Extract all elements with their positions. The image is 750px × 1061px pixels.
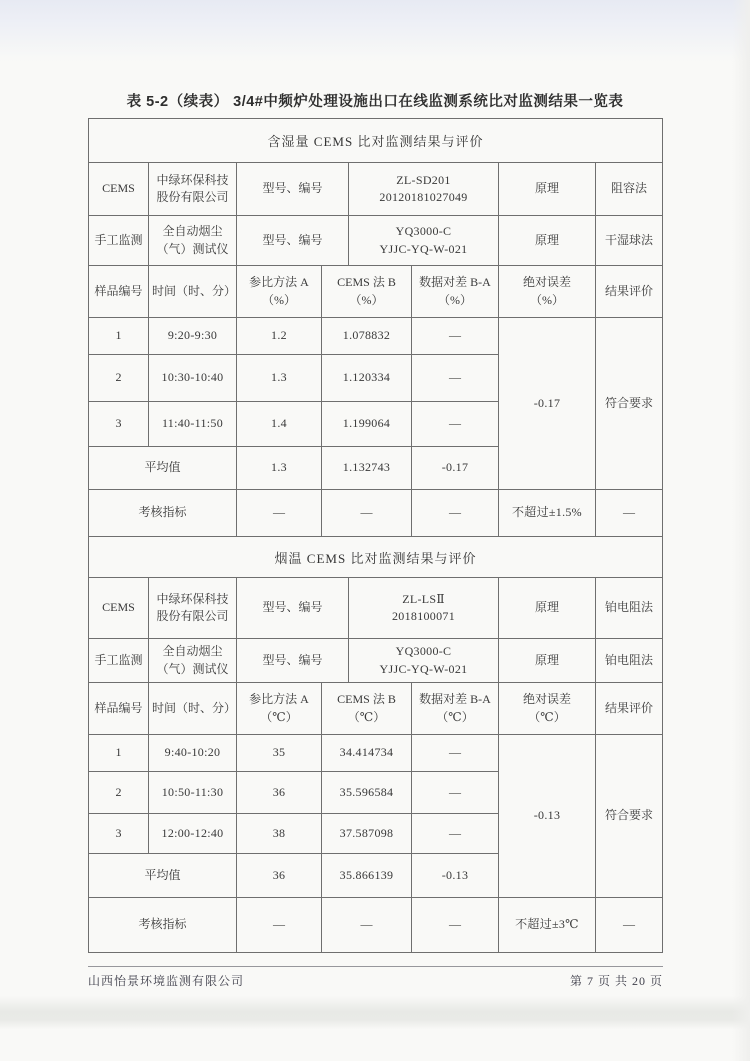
scan-shadow-right	[732, 0, 750, 1061]
footer-page-number: 第 7 页 共 20 页	[569, 974, 663, 988]
assessment-ref-cell: —	[237, 898, 322, 952]
footer-divider	[88, 966, 663, 967]
model-serial-cell	[349, 578, 499, 638]
col-unit: （%）	[349, 292, 384, 307]
col-unit: （%）	[530, 292, 564, 307]
page-footer	[88, 972, 663, 989]
principle-label-cell: 原理	[499, 578, 596, 638]
col-diff	[412, 683, 499, 734]
sample-row	[89, 318, 498, 355]
sample-row	[89, 355, 498, 402]
col-time: 时间（时、分）	[149, 266, 237, 317]
col-unit: （℃）	[347, 709, 386, 724]
col-cems-b	[322, 683, 412, 734]
col-unit: （%）	[438, 292, 472, 307]
col-label: CEMS 法 B	[337, 692, 396, 707]
principle-value-cell: 铂电阻法	[604, 652, 653, 667]
assessment-diff-cell: —	[412, 898, 499, 952]
page-title: 表 5-2（续表） 3/4#中频炉处理设施出口在线监测系统比对监测结果一览表	[126, 94, 624, 110]
diff-cell: —	[449, 370, 461, 385]
merged-abs-error-cell: -0.17	[499, 318, 596, 489]
col-unit: （℃）	[436, 709, 474, 724]
principle-label-cell: 原理	[499, 216, 596, 265]
sample-row	[89, 814, 498, 854]
model-value: YQ3000-C	[395, 224, 452, 239]
average-ref-cell: 1.3	[237, 447, 322, 489]
section2-column-header-row	[89, 683, 662, 735]
scan-shadow-bottom	[0, 996, 750, 1030]
cems-cell: 34.414734	[322, 735, 412, 771]
section2-manual-device-row	[89, 639, 662, 683]
cems-cell: 37.587098	[322, 814, 412, 853]
time-cell: 12:00-12:40	[149, 814, 237, 853]
sample-no-cell: 2	[89, 772, 149, 813]
average-row	[89, 854, 498, 897]
principle-value-cell: 阻容法	[610, 181, 647, 196]
model-value: ZL-SD201	[396, 172, 451, 187]
merged-abs-error-cell: -0.13	[499, 735, 596, 897]
manual-label-cell: 手工监测	[89, 639, 149, 682]
assessment-limit-cell: 不超过±1.5%	[499, 490, 596, 536]
section1-header: 含湿量 CEMS 比对监测结果与评价	[89, 119, 662, 163]
assessment-evaluation-cell: —	[623, 917, 635, 932]
average-diff-cell: -0.17	[441, 460, 469, 475]
device-name-cell: 全自动烟尘（气）测试仪	[149, 216, 237, 265]
assessment-evaluation-cell: —	[623, 505, 635, 520]
average-label-cell: 平均值	[89, 854, 237, 897]
section1-manual-device-row	[89, 216, 662, 266]
time-cell: 11:40-11:50	[149, 402, 237, 446]
sample-row	[89, 402, 498, 447]
model-serial-cell	[349, 163, 499, 215]
col-label: 绝对误差	[522, 275, 571, 290]
ref-cell: 1.4	[237, 402, 322, 446]
serial-value: 2018100071	[392, 609, 455, 623]
serial-value: YJJC-YQ-W-021	[379, 661, 468, 676]
serial-value: YJJC-YQ-W-021	[379, 241, 468, 256]
time-cell: 9:20-9:30	[149, 318, 237, 354]
col-abs-error	[499, 683, 596, 734]
model-value: ZL-LSⅡ	[402, 591, 445, 606]
vendor-cell: 中绿环保科技股份有限公司	[149, 578, 237, 638]
sample-row	[89, 772, 498, 814]
assessment-diff-cell: —	[412, 490, 499, 536]
col-label: 数据对差 B-A	[419, 692, 491, 707]
assessment-label-cell: 考核指标	[89, 490, 237, 536]
col-sample-no: 样品编号	[89, 683, 149, 734]
section1-assessment-row	[89, 490, 662, 537]
col-label: 绝对误差	[522, 692, 571, 707]
cems-label-cell: CEMS	[89, 578, 149, 638]
sample-no-cell: 3	[89, 814, 149, 853]
col-ref-method	[237, 266, 322, 317]
col-label: CEMS 法 B	[337, 275, 396, 290]
serial-value: 20120181027049	[379, 190, 468, 204]
sample-no-cell: 1	[89, 318, 149, 354]
col-unit: （℃）	[260, 709, 298, 724]
col-sample-no: 样品编号	[89, 266, 149, 317]
time-cell: 10:30-10:40	[149, 355, 237, 401]
model-serial-cell	[349, 216, 499, 265]
average-ref-cell: 36	[237, 854, 322, 897]
col-evaluation: 结果评价	[604, 700, 653, 715]
col-unit: （℃）	[528, 709, 566, 724]
col-label: 参比方法 A	[249, 275, 309, 290]
comparison-table	[88, 118, 663, 953]
col-cems-b	[322, 266, 412, 317]
ref-cell: 1.3	[237, 355, 322, 401]
diff-cell: —	[449, 328, 461, 343]
section2-assessment-row	[89, 898, 662, 952]
section1-samples-block	[89, 318, 662, 490]
average-row	[89, 447, 498, 489]
assessment-limit-cell: 不超过±3℃	[499, 898, 596, 952]
diff-cell: —	[449, 784, 461, 799]
col-evaluation: 结果评价	[604, 283, 653, 298]
section1-cems-device-row	[89, 163, 662, 216]
diff-cell: —	[449, 745, 461, 760]
assessment-cems-cell: —	[322, 490, 412, 536]
principle-value-cell: 铂电阻法	[604, 600, 653, 615]
diff-cell: —	[449, 416, 461, 431]
section1-column-header-row	[89, 266, 662, 318]
model-serial-cell	[349, 639, 499, 682]
principle-label-cell: 原理	[499, 639, 596, 682]
average-label-cell: 平均值	[89, 447, 237, 489]
time-cell: 9:40-10:20	[149, 735, 237, 771]
ref-cell: 38	[237, 814, 322, 853]
col-label: 参比方法 A	[249, 692, 309, 707]
ref-cell: 1.2	[237, 318, 322, 354]
col-unit: （%）	[262, 292, 296, 307]
average-diff-cell: -0.13	[441, 867, 469, 882]
model-label-cell: 型号、编号	[237, 639, 349, 682]
ref-cell: 36	[237, 772, 322, 813]
assessment-label-cell: 考核指标	[89, 898, 237, 952]
merged-evaluation-cell: 符合要求	[604, 395, 653, 410]
scan-shadow-top	[0, 0, 750, 62]
sample-no-cell: 3	[89, 402, 149, 446]
diff-cell: —	[449, 825, 461, 840]
time-cell: 10:50-11:30	[149, 772, 237, 813]
col-diff	[412, 266, 499, 317]
principle-value-cell: 干湿球法	[604, 232, 653, 247]
col-label: 数据对差 B-A	[419, 275, 491, 290]
assessment-ref-cell: —	[237, 490, 322, 536]
sample-row	[89, 735, 498, 772]
section2-cems-device-row	[89, 578, 662, 639]
samples-subgrid	[89, 735, 499, 897]
device-name-cell: 全自动烟尘（气）测试仪	[149, 639, 237, 682]
cems-cell: 1.120334	[322, 355, 412, 401]
model-label-cell: 型号、编号	[237, 578, 349, 638]
cems-cell: 1.078832	[322, 318, 412, 354]
sample-no-cell: 2	[89, 355, 149, 401]
cems-cell: 35.596584	[322, 772, 412, 813]
merged-evaluation-cell: 符合要求	[604, 808, 653, 823]
ref-cell: 35	[237, 735, 322, 771]
col-abs-error	[499, 266, 596, 317]
col-ref-method	[237, 683, 322, 734]
section2-header: 烟温 CEMS 比对监测结果与评价	[89, 537, 662, 578]
model-label-cell: 型号、编号	[237, 163, 349, 215]
model-value: YQ3000-C	[395, 644, 452, 659]
model-label-cell: 型号、编号	[237, 216, 349, 265]
vendor-cell: 中绿环保科技股份有限公司	[149, 163, 237, 215]
average-cems-cell: 1.132743	[322, 447, 412, 489]
sample-no-cell: 1	[89, 735, 149, 771]
average-cems-cell: 35.866139	[322, 854, 412, 897]
assessment-cems-cell: —	[322, 898, 412, 952]
cems-label-cell: CEMS	[89, 163, 149, 215]
principle-label-cell: 原理	[499, 163, 596, 215]
samples-subgrid	[89, 318, 499, 489]
footer-company: 山西怡景环境监测有限公司	[88, 974, 245, 988]
col-time: 时间（时、分）	[149, 683, 237, 734]
cems-cell: 1.199064	[322, 402, 412, 446]
manual-label-cell: 手工监测	[89, 216, 149, 265]
section2-samples-block	[89, 735, 662, 898]
